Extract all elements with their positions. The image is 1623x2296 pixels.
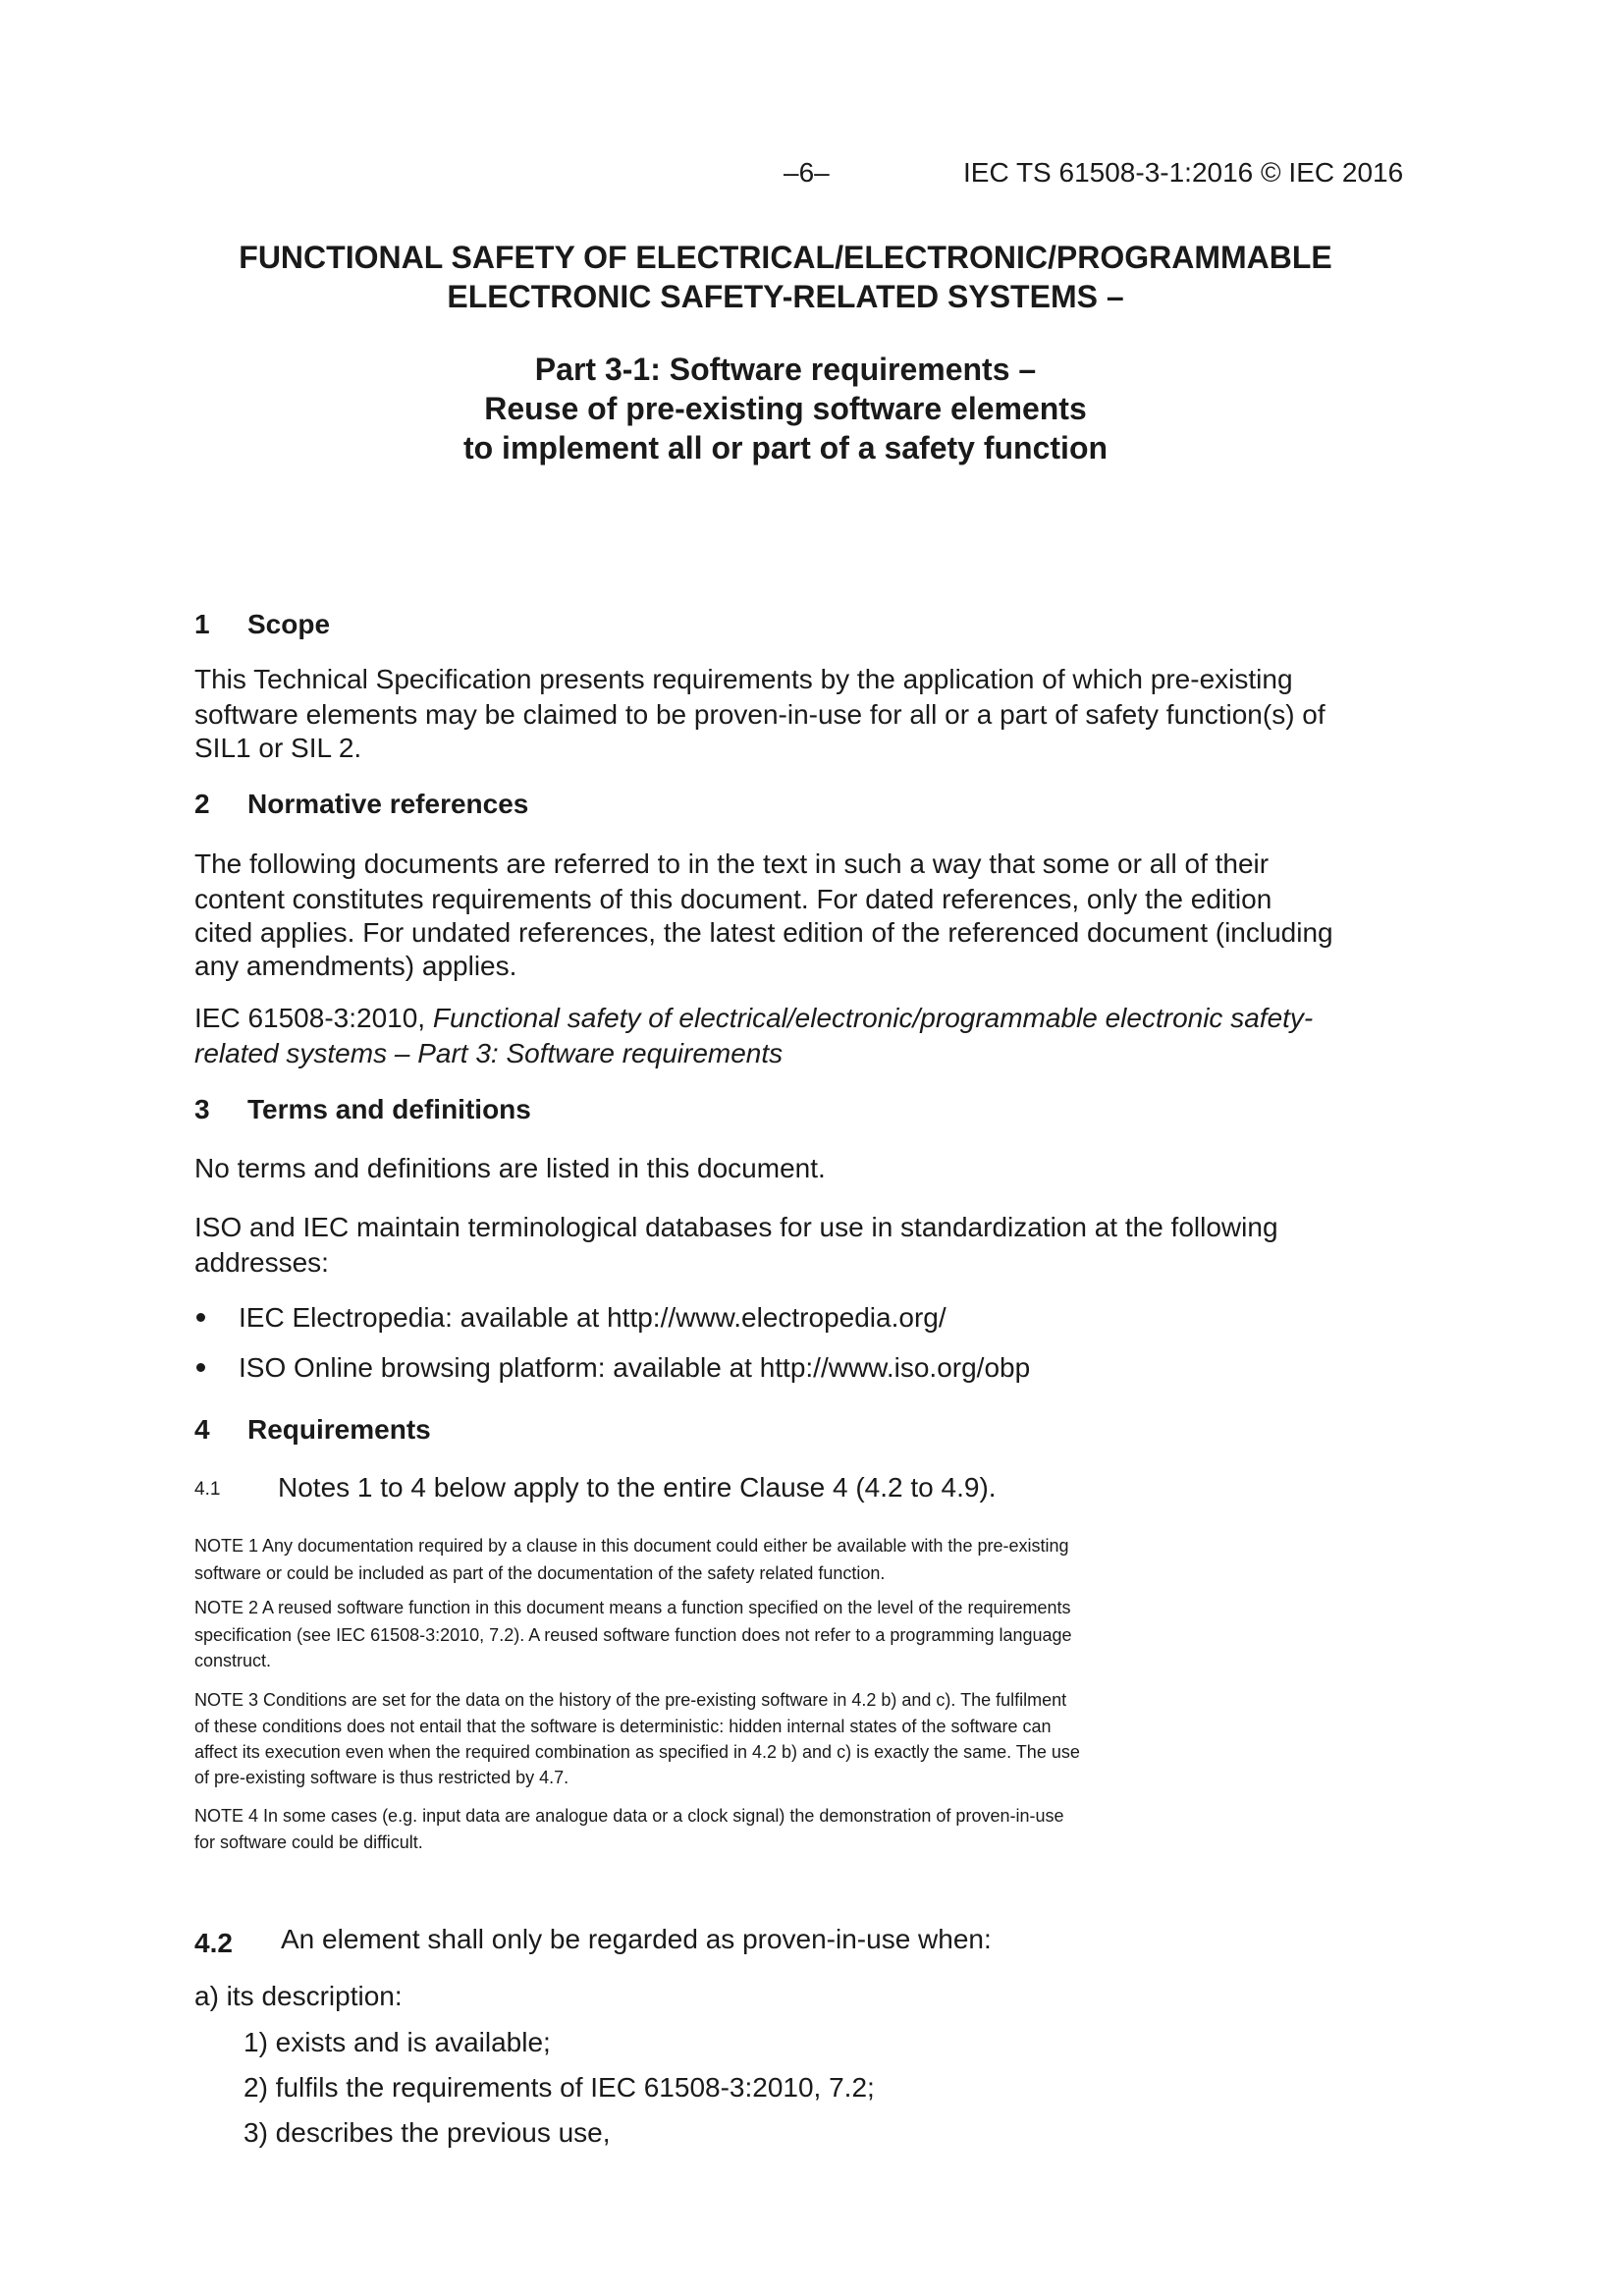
title-line: FUNCTIONAL SAFETY OF ELECTRICAL/ELECTRONIC/PROGRAMMABLE: [239, 240, 1332, 275]
note-line: construct.: [194, 1651, 272, 1670]
reference-code: IEC 61508-3:2010,: [194, 1003, 433, 1033]
note-line: specification (see IEC 61508-3:2010, 7.2). A reused software function does not refer to a programming language: [194, 1625, 1072, 1645]
section-heading: Terms and definitions: [247, 1094, 531, 1124]
clause-text: Notes 1 to 4 below apply to the entire Clause 4 (4.2 to 4.9).: [278, 1472, 997, 1503]
document-subtitle: [0, 350, 1571, 467]
sub-list-item: 1) exists and is available;: [243, 2027, 551, 2057]
note-line: NOTE 1 Any documentation required by a clause in this document could either be available with the pre-existing: [194, 1536, 1069, 1556]
section-number: 1: [194, 609, 210, 639]
note-line: for software could be difficult.: [194, 1832, 423, 1852]
note-line: NOTE 2 A reused software function in this document means a function specified on the level of the requirements: [194, 1598, 1071, 1617]
clause-number: 4.1: [194, 1479, 221, 1500]
list-item: IEC Electropedia: available at http://www.electropedia.org/: [239, 1302, 947, 1333]
title-line: ELECTRONIC SAFETY-RELATED SYSTEMS –: [447, 279, 1124, 314]
clause-text: An element shall only be regarded as proven-in-use when:: [281, 1924, 992, 1954]
note-line: affect its execution even when the required combination as specified in 4.2 b) and c) is exactly the same. The use: [194, 1742, 1080, 1762]
reference-title: Functional safety of electrical/electronic/programmable electronic safety-: [432, 1003, 1314, 1033]
document-title: [0, 238, 1571, 316]
note-line: software or could be included as part of the documentation of the safety related function.: [194, 1563, 886, 1583]
document-id: IEC TS 61508-3-1:2016 © IEC 2016: [963, 157, 1404, 188]
paragraph-line: ISO and IEC maintain terminological databases for use in standardization at the following: [194, 1212, 1278, 1242]
note-line: of pre-existing software is thus restricted by 4.7.: [194, 1768, 569, 1787]
paragraph-line: addresses:: [194, 1247, 329, 1278]
paragraph-line: content constitutes requirements of this document. For dated references, only the edition: [194, 884, 1272, 914]
sub-list-item: 3) describes the previous use,: [243, 2117, 611, 2148]
section-number: 3: [194, 1094, 210, 1124]
section-heading: Normative references: [247, 789, 529, 819]
note-line: NOTE 3 Conditions are set for the data on the history of the pre-existing software in 4.2 b) and c). The fulfilment: [194, 1690, 1067, 1710]
list-item: ISO Online browsing platform: available at http://www.iso.org/obp: [239, 1352, 1031, 1383]
paragraph-line: This Technical Specification presents requirements by the application of which pre-existing: [194, 664, 1293, 694]
note-line: of these conditions does not entail that the software is deterministic: hidden internal states of the software can: [194, 1717, 1052, 1736]
list-item: a) its description:: [194, 1981, 403, 2011]
paragraph-line: any amendments) applies.: [194, 951, 517, 981]
subtitle-line: to implement all or part of a safety function: [462, 430, 1109, 465]
subtitle-line: Reuse of pre-existing software elements: [484, 391, 1087, 426]
section-number: 2: [194, 789, 210, 819]
bullet-icon: [196, 1313, 205, 1322]
section-heading: Requirements: [247, 1414, 431, 1445]
subtitle-line: Part 3-1: Software requirements –: [534, 352, 1037, 387]
note-line: NOTE 4 In some cases (e.g. input data are analogue data or a clock signal) the demonstration of proven-in-use: [194, 1806, 1064, 1826]
clause-number: 4.2: [194, 1928, 233, 1958]
paragraph-line: SIL1 or SIL 2.: [194, 733, 362, 763]
bullet-icon: [196, 1363, 205, 1372]
paragraph-line: software elements may be claimed to be proven-in-use for all or a part of safety function(s) of: [194, 699, 1325, 730]
paragraph-line: The following documents are referred to in the text in such a way that some or all of their: [194, 848, 1270, 879]
reference-title: related systems – Part 3: Software requirements: [194, 1038, 784, 1068]
page-number: –6–: [784, 157, 830, 188]
sub-list-item: 2) fulfils the requirements of IEC 61508-3:2010, 7.2;: [243, 2072, 875, 2103]
section-heading: Scope: [247, 609, 331, 639]
paragraph-line: cited applies. For undated references, the latest edition of the referenced document (including: [194, 917, 1333, 948]
paragraph-line: No terms and definitions are listed in this document.: [194, 1153, 826, 1183]
section-number: 4: [194, 1414, 210, 1445]
normative-reference: [194, 1002, 1313, 1035]
